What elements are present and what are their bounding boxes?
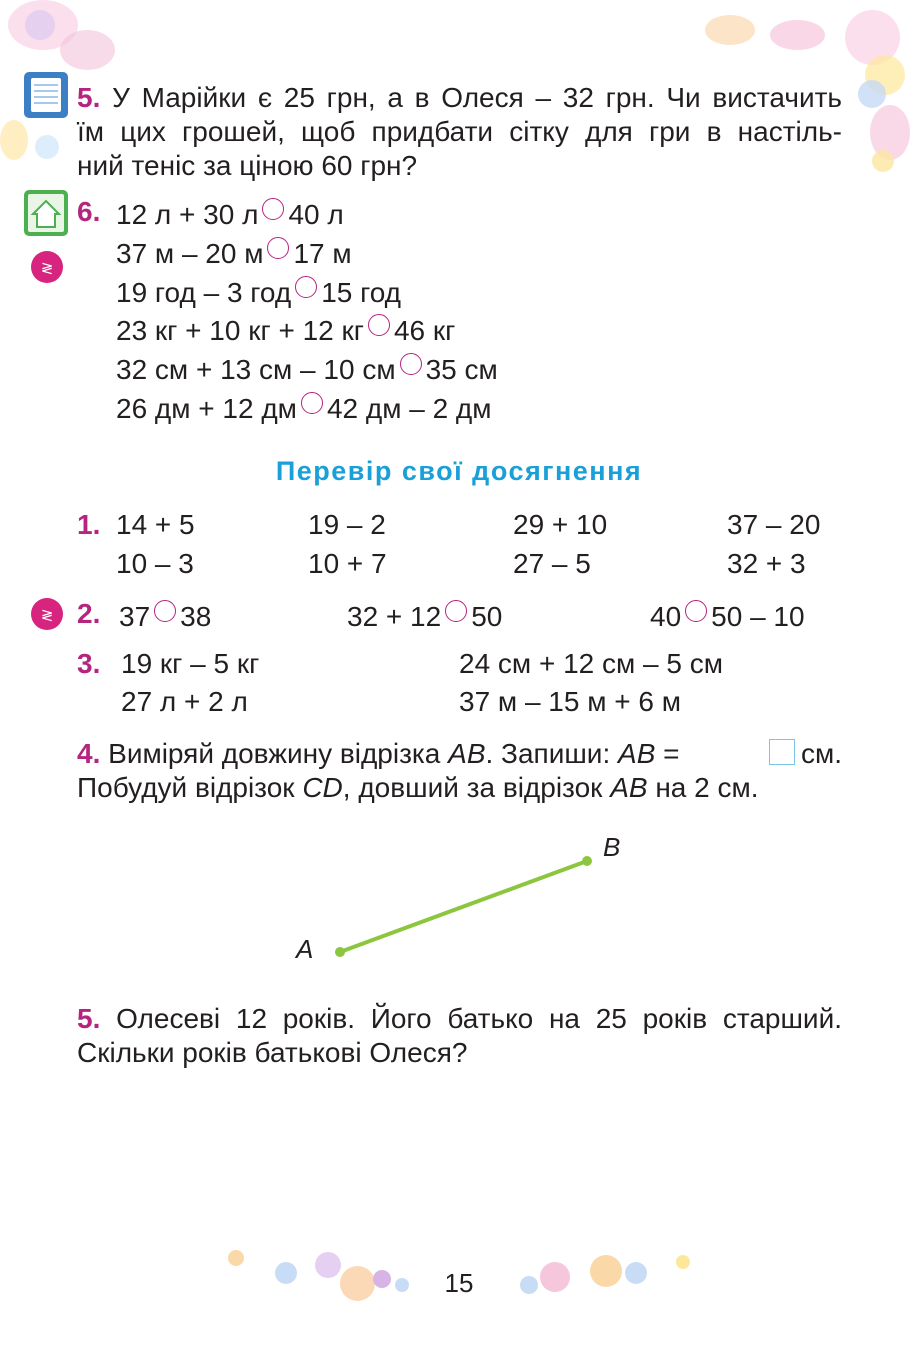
expression: 24 см + 12 см – 5 см [459,648,723,679]
compare-circle[interactable] [154,600,176,622]
task-6-row [116,353,498,384]
expression: 27 – 5 [513,548,591,579]
svg-text:≷: ≷ [40,606,54,624]
point-a-dot [335,947,345,957]
expression-right: 50 [471,601,503,632]
point-b-label: B [603,832,621,862]
task-text: на 2 см. [647,772,759,803]
task-text: . Запиши: [485,738,619,769]
expression-right: 38 [180,601,212,632]
check-4 [77,737,842,805]
expression-left: 37 м – 20 м [116,238,264,269]
expression-right: 17 м [293,238,352,269]
task-number: 1. [77,509,101,540]
section-heading: Перевір свої досягнення [275,456,643,486]
compare-circle[interactable] [301,392,323,414]
expression-left: 26 дм + 12 дм [116,393,297,424]
page-number: 15 [444,1268,474,1298]
expression-right: 15 год [321,277,402,308]
expression: 19 кг – 5 кг [121,648,260,679]
expression-right: 42 дм – 2 дм [326,393,492,424]
point-a-label: A [296,934,314,964]
segment-ab [340,861,587,952]
expression-left: 12 л + 30 л [116,199,259,230]
compare-circle[interactable] [445,600,467,622]
task-text: Побудуй відрізок [77,772,303,803]
compare-circle[interactable] [685,600,707,622]
compare-icon [31,598,63,630]
expression-right: 35 см [425,354,498,385]
segment-label: CD [302,772,343,803]
expression: 37 – 20 [727,509,821,540]
expression-right: 50 – 10 [711,601,805,632]
task-number: 2. [77,598,101,629]
task-number: 6. [77,196,101,227]
check-2-item [119,600,211,631]
compare-icon [31,251,63,283]
check-2-item [650,600,805,631]
expression-left: 40 [650,601,682,632]
task-6-row [116,198,344,229]
expression-left: 37 [119,601,151,632]
task-number: 4. [77,738,101,769]
check-3-number [77,650,100,678]
expression: 10 + 7 [308,548,387,579]
expression: 32 + 3 [727,548,806,579]
compare-circle[interactable] [262,198,284,220]
segment-label: AB [618,738,656,769]
expression: 29 + 10 [513,509,608,540]
compare-circle[interactable] [295,276,317,298]
task-number: 5. [77,1003,101,1034]
point-b-dot [582,856,592,866]
expression: 37 м – 15 м + 6 м [459,686,681,717]
task-number: 3. [77,648,101,679]
task-6-row [116,392,492,423]
task-text-line: Скільки років батькові Олеся? [77,1037,468,1068]
check-5 [77,1002,842,1070]
task-text-line: їм цих грошей, щоб придбати сітку для гри в настіль- [77,116,842,147]
segment-label: AB [610,772,648,803]
task-text-line: У Марійки є 25 грн, а в Олеся – 32 грн. Чи вистачить [112,82,842,113]
segment-ab-figure [0,820,918,980]
task-text-line: ний теніс за ціною 60 грн? [77,150,418,181]
task-text: Виміряй довжину відрізка [108,738,449,769]
home-icon [24,190,68,236]
check-2-item [347,600,502,631]
compare-circle[interactable] [400,353,422,375]
task-6-row [116,276,401,307]
task-text: = [655,738,680,769]
expression-left: 23 кг + 10 кг + 12 кг [116,315,364,346]
check-2-number [77,600,100,628]
task-6-row [116,237,352,268]
svg-text:≷: ≷ [40,259,54,277]
answer-box[interactable] [769,739,795,765]
notebook-icon [24,72,68,118]
compare-circle[interactable] [267,237,289,259]
segment-label: AB [448,738,486,769]
expression-left: 32 см + 13 см – 10 см [116,354,396,385]
expression-left: 32 + 12 [347,601,442,632]
unit-label: см. [800,738,842,769]
compare-circle[interactable] [368,314,390,336]
task-6-row [116,314,455,345]
expression-left: 19 год – 3 год [116,277,292,308]
expression: 10 – 3 [116,548,194,579]
task-6 [77,198,100,226]
check-1-number [77,511,100,539]
expression: 14 + 5 [116,509,195,540]
task-text: , довший за відрізок [342,772,611,803]
expression: 19 – 2 [308,509,386,540]
task-number: 5. [77,82,101,113]
expression-right: 40 л [288,199,344,230]
task-text-line: Олесеві 12 років. Його батько на 25 років старший. [116,1003,842,1034]
expression: 27 л + 2 л [121,686,248,717]
expression-right: 46 кг [393,315,456,346]
task-5-top [77,81,842,183]
